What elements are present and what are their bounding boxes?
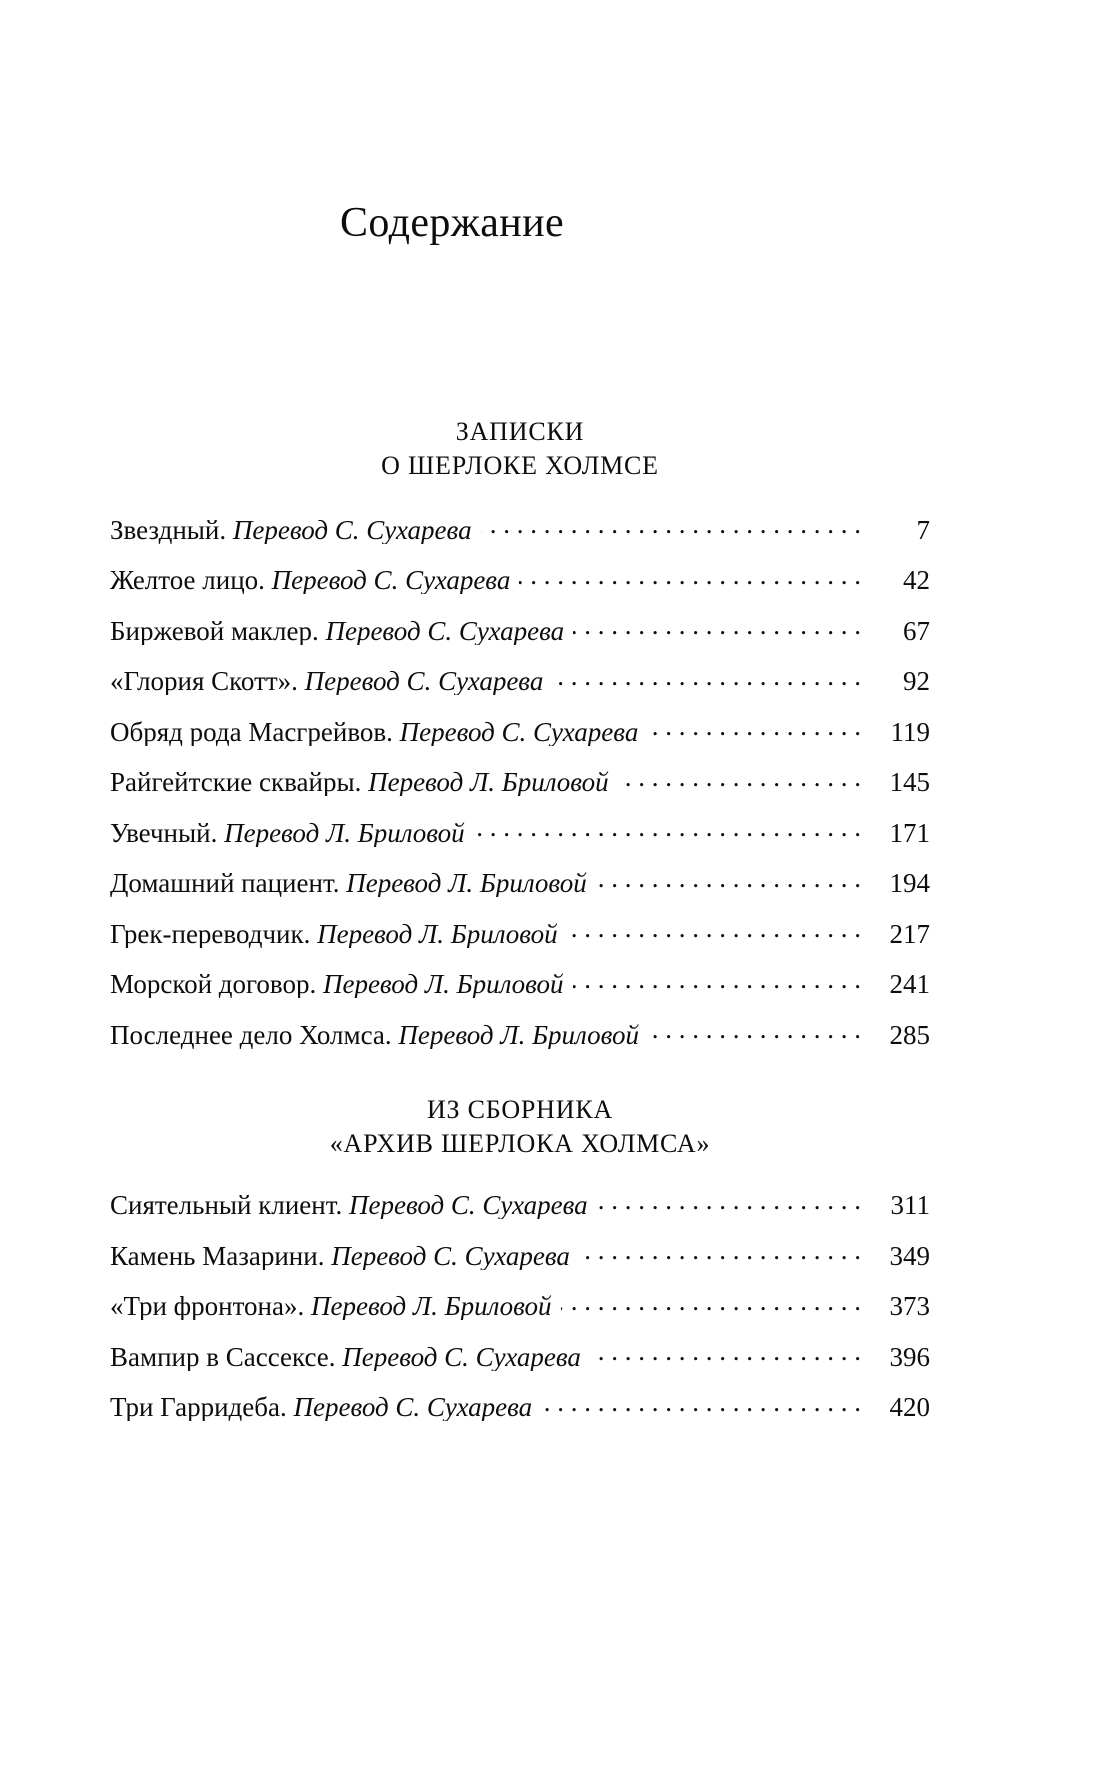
toc-entry[interactable] bbox=[110, 764, 930, 796]
toc-entry-title: Райгейтские сквайры. bbox=[110, 769, 362, 797]
toc-entry[interactable] bbox=[110, 1389, 930, 1421]
toc-leader-dots bbox=[561, 1288, 861, 1315]
toc-entry-label bbox=[110, 769, 609, 796]
toc-entry-translator: Перевод С. Сухарева bbox=[399, 718, 639, 746]
section-heading-2-line-2: «АРХИВ ШЕРЛОКА ХОЛМСА» bbox=[329, 1128, 711, 1158]
toc-entry-label bbox=[110, 971, 564, 998]
toc-entry-title: Звездный. bbox=[110, 516, 227, 544]
toc-entry-label bbox=[110, 921, 558, 948]
toc-entry-title: Последнее дело Холмса. bbox=[110, 1021, 392, 1049]
section-heading-2 bbox=[110, 1093, 930, 1162]
toc-entry-translator: Перевод Л. Бриловой bbox=[310, 1293, 552, 1321]
toc-entry-translator: Перевод С. Сухарева bbox=[348, 1192, 588, 1220]
toc-entry-translator: Перевод С. Сухарева bbox=[232, 516, 472, 544]
toc-entry-label bbox=[110, 1344, 581, 1371]
toc-page-number: 396 bbox=[889, 1341, 930, 1372]
toc-page-number: 42 bbox=[903, 565, 930, 596]
toc-entry-label bbox=[110, 1192, 588, 1219]
toc-entry-title: Камень Мазарини. bbox=[110, 1242, 325, 1270]
section-heading-1 bbox=[110, 415, 930, 484]
toc-entry-label bbox=[110, 668, 543, 695]
toc-entry-title: Сиятельный клиент. bbox=[110, 1192, 343, 1220]
toc-entry-label bbox=[110, 618, 564, 645]
toc-leader-dots bbox=[648, 1017, 861, 1044]
toc-entry-translator: Перевод С. Сухарева bbox=[325, 617, 565, 645]
toc-page-number: 285 bbox=[889, 1019, 930, 1050]
toc-entry-translator: Перевод С. Сухарева bbox=[304, 668, 544, 696]
toc-entry-translator: Перевод Л. Бриловой bbox=[368, 769, 609, 797]
toc-page-number: 92 bbox=[903, 666, 930, 697]
toc-leader-dots bbox=[474, 815, 861, 842]
toc-entry[interactable] bbox=[110, 916, 930, 948]
toc-entry-translator: Перевод С. Сухарева bbox=[331, 1242, 570, 1270]
toc-entry-translator: Перевод С. Сухарева bbox=[342, 1343, 581, 1371]
toc-page-number: 119 bbox=[890, 716, 930, 747]
toc-entry[interactable] bbox=[110, 562, 930, 594]
toc-leader-dots bbox=[519, 562, 861, 589]
toc-leader-dots bbox=[552, 663, 861, 690]
toc-entry[interactable] bbox=[110, 1339, 930, 1371]
toc-entry[interactable] bbox=[110, 1238, 930, 1270]
toc-entry-title: Желтое лицо. bbox=[110, 567, 265, 595]
toc-leader-dots bbox=[573, 966, 861, 993]
section-heading-2-line-1: ИЗ СБОРНИКА bbox=[426, 1094, 614, 1124]
toc-entry-title: Домашний пациент. bbox=[110, 870, 340, 898]
toc-entry-translator: Перевод Л. Бриловой bbox=[317, 920, 558, 948]
toc-leader-dots bbox=[647, 714, 861, 741]
toc-entry-title: Вампир в Сассексе. bbox=[110, 1343, 336, 1371]
toc-entry-translator: Перевод Л. Бриловой bbox=[322, 971, 564, 999]
toc-entry-title: Увечный. bbox=[110, 819, 218, 847]
toc-entry-title: Морской договор. bbox=[110, 971, 317, 999]
toc-entry[interactable] bbox=[110, 865, 930, 897]
toc-page-number: 241 bbox=[889, 969, 930, 1000]
toc-entry-translator: Перевод С. Сухарева bbox=[293, 1394, 533, 1422]
toc-entry-label bbox=[110, 820, 465, 847]
toc-content bbox=[110, 415, 930, 1440]
toc-page-number: 349 bbox=[889, 1240, 930, 1271]
toc-entry-translator: Перевод Л. Бриловой bbox=[346, 870, 587, 898]
toc-page-number: 420 bbox=[889, 1392, 930, 1423]
toc-entry-label bbox=[110, 870, 587, 897]
toc-entry-label bbox=[110, 517, 472, 544]
toc-leader-dots bbox=[481, 512, 861, 539]
toc-page-number: 67 bbox=[903, 615, 930, 646]
toc-entry-title: «Глория Скотт». bbox=[110, 668, 298, 696]
toc-entry[interactable] bbox=[110, 714, 930, 746]
toc-entry-label bbox=[110, 1022, 639, 1049]
toc-page-number: 171 bbox=[889, 817, 930, 848]
toc-entry-label bbox=[110, 1243, 570, 1270]
toc-list-section-1 bbox=[110, 512, 930, 1049]
toc-entry-title: Три Гарридеба. bbox=[110, 1394, 287, 1422]
toc-page-number: 194 bbox=[889, 868, 930, 899]
toc-list-section-2 bbox=[110, 1187, 930, 1421]
toc-entry[interactable] bbox=[110, 1187, 930, 1219]
toc-entry-translator: Перевод Л. Бриловой bbox=[224, 819, 465, 847]
section-heading-1-line-1: ЗАПИСКИ bbox=[455, 417, 585, 446]
toc-entry[interactable] bbox=[110, 1288, 930, 1320]
section-heading-1-line-2: О ШЕРЛОКЕ ХОЛМСЕ bbox=[381, 451, 659, 481]
toc-leader-dots bbox=[597, 1187, 861, 1214]
toc-page-number: 7 bbox=[916, 514, 930, 545]
toc-entry-translator: Перевод С. Сухарева bbox=[271, 567, 511, 595]
toc-entry[interactable] bbox=[110, 663, 930, 695]
toc-page-number: 145 bbox=[889, 767, 930, 798]
toc-leader-dots bbox=[573, 613, 861, 640]
toc-leader-dots bbox=[567, 916, 861, 943]
toc-leader-dots bbox=[596, 865, 861, 892]
toc-entry-title: Обряд рода Масгрейвов. bbox=[110, 718, 393, 746]
toc-entry-label bbox=[110, 1293, 552, 1320]
toc-entry[interactable] bbox=[110, 815, 930, 847]
toc-entry-title: Биржевой маклер. bbox=[110, 617, 319, 645]
toc-leader-dots bbox=[541, 1389, 861, 1416]
toc-entry-label bbox=[110, 719, 638, 746]
toc-entry-title: «Три фронтона». bbox=[110, 1293, 305, 1321]
toc-leader-dots bbox=[579, 1238, 861, 1265]
toc-entry[interactable] bbox=[110, 1017, 930, 1049]
page-title: Содержание bbox=[340, 200, 565, 247]
toc-entry[interactable] bbox=[110, 613, 930, 645]
toc-entry[interactable] bbox=[110, 512, 930, 544]
toc-page-number: 373 bbox=[889, 1291, 930, 1322]
toc-entry-translator: Перевод Л. Бриловой bbox=[398, 1021, 639, 1049]
toc-page-number: 217 bbox=[889, 918, 930, 949]
toc-entry[interactable] bbox=[110, 966, 930, 998]
toc-entry-label bbox=[110, 1394, 532, 1421]
toc-leader-dots bbox=[590, 1339, 861, 1366]
toc-leader-dots bbox=[618, 764, 861, 791]
toc-page-number: 311 bbox=[890, 1190, 930, 1221]
toc-entry-label bbox=[110, 567, 510, 594]
toc-entry-title: Грек-переводчик. bbox=[110, 920, 311, 948]
